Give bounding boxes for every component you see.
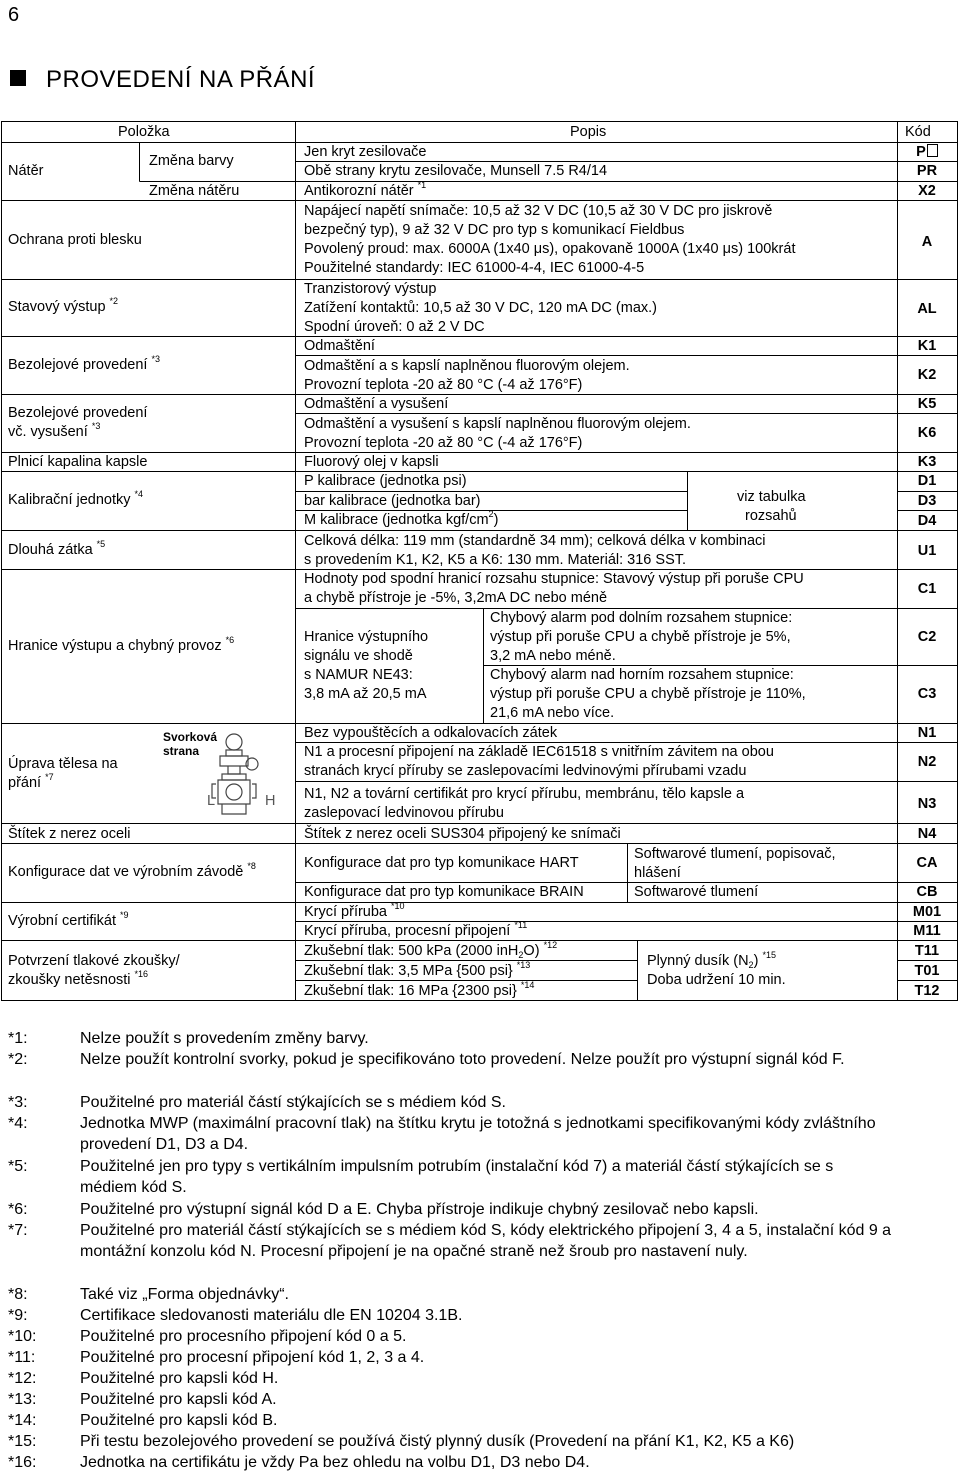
- footnote-key: *16:: [8, 1454, 37, 1471]
- svorkova-label-2: strana: [163, 744, 200, 758]
- row-label-stavovy-text: Stavový výstup: [8, 299, 106, 315]
- desc-dusik-end: ): [753, 953, 759, 969]
- desc-kalib-m-end: ): [493, 512, 499, 528]
- row-label-potvrzeni-2: [8, 971, 148, 989]
- desc-blesk-4: Použitelné standardy: IEC 61000-4-4, IEC 61000-4-5: [304, 260, 645, 276]
- desc-alarm-hor-1: Chybový alarm nad horním rozsahem stupnice:: [490, 667, 794, 683]
- footnote-key: *10:: [8, 1328, 37, 1345]
- row-label-bezolej2-2: [8, 423, 100, 441]
- desc-kalib-m-text: M kalibrace (jednotka kgf/cm: [304, 512, 489, 528]
- footnote-ref: *4: [134, 489, 144, 499]
- desc-stitek: Štítek z nerez oceli SUS304 připojený ke snímači: [304, 826, 621, 842]
- footnote-text: Nelze použít s provedením změny barvy.: [80, 1030, 369, 1047]
- row-label-vyrobni-text: Výrobní certifikát: [8, 913, 116, 929]
- desc-konfig-hart-r1: Softwarové tlumení, popisovač,: [634, 846, 836, 862]
- row-label-kalib: [8, 491, 143, 509]
- footnote-key: *5:: [8, 1158, 28, 1175]
- code-n2: N2: [917, 754, 937, 770]
- viz-tabulka-1: viz tabulka: [737, 489, 806, 505]
- row-label-zmena-natru: Změna nátěru: [149, 183, 240, 199]
- footnote-key: *6:: [8, 1201, 28, 1218]
- desc-kryci: [304, 903, 405, 921]
- code-ca: CA: [916, 855, 938, 871]
- footnote-text: Použitelné pro materiál částí stýkajících se s médiem kód S, kódy elektrického připojení 3, 4 a 5, instalační kód 9 a montážní konzolu kód N. Procesní připojení je na opačné straně než šroub pro nastavení nuly.: [80, 1222, 892, 1260]
- footnote-text: Certifikace sledovanosti materiálu dle EN 10204 3.1B.: [80, 1307, 463, 1324]
- footnote-key: *2:: [8, 1051, 28, 1068]
- drawing-label-l: L: [207, 793, 216, 809]
- row-label-plnici: Plnicí kapalina kapsle: [8, 454, 148, 470]
- footnote-ref: *1: [417, 180, 427, 190]
- footnote-ref: *13: [516, 960, 531, 970]
- footnote-key: *13:: [8, 1391, 37, 1408]
- page-number: 6: [8, 4, 20, 26]
- desc-doba: Doba udržení 10 min.: [647, 972, 786, 988]
- desc-zk1-text: Zkušební tlak: 500 kPa (2000 inH: [304, 943, 519, 959]
- subscript: 2: [748, 960, 754, 970]
- footnote-text: Použitelné pro kapsli kód A.: [80, 1391, 277, 1408]
- row-label-potvrzeni-1: Potvrzení tlakové zkoušky/: [8, 953, 180, 969]
- footnote-text: Použitelné pro materiál částí stýkajících se s médiem kód S.: [80, 1094, 506, 1111]
- viz-tabulka-2: rozsahů: [745, 508, 797, 524]
- desc-dusik-text: Plynný dusík (N: [647, 953, 749, 969]
- code-k1: K1: [917, 338, 937, 354]
- code-c1: C1: [917, 581, 937, 597]
- row-label-stitek: Štítek z nerez oceli: [8, 826, 131, 842]
- footnote-key: *12:: [8, 1370, 37, 1387]
- row-label-kalib-text: Kalibrační jednotky: [8, 492, 131, 508]
- desc-alarm-dol-3: 3,2 mA nebo méně.: [490, 648, 616, 664]
- row-label-stavovy: [8, 298, 118, 316]
- footnote-key: *9:: [8, 1307, 28, 1324]
- code-k6: K6: [917, 425, 937, 441]
- row-label-bezolej2-2-text: vč. vysušení: [8, 424, 88, 440]
- section-title-text: PROVEDENÍ NA PŘÁNÍ: [46, 66, 316, 93]
- desc-zk3-text: Zkušební tlak: 16 MPa {2300 psi}: [304, 983, 517, 999]
- footnote-ref: *9: [120, 910, 129, 920]
- desc-zk2: [304, 962, 530, 980]
- desc-hvs-3: s NAMUR NE43:: [304, 667, 413, 683]
- row-label-potvrzeni-2-text: zkoušky netěsnosti: [8, 972, 131, 988]
- desc-kalib-p: P kalibrace (jednotka psi): [304, 473, 467, 489]
- footnote-text: Při testu bezolejového provedení se používá čistý plynný dusík (Provedení na přání K1, K2, K5 a K6): [80, 1433, 795, 1450]
- code-d4: D4: [917, 513, 937, 529]
- code-u1: U1: [917, 543, 937, 559]
- code-t01: T01: [914, 963, 940, 979]
- desc-konfig-hart: Konfigurace dat pro typ komunikace HART: [304, 855, 579, 871]
- row-label-uprava-1: Úprava tělesa na: [8, 756, 118, 772]
- footnote-key: *3:: [8, 1094, 28, 1111]
- desc-obe-strany: Obě strany krytu zesilovače, Munsell 7.5 R4/14: [304, 163, 608, 179]
- desc-alarm-hor-2: výstup při poruše CPU a chybě přístroje je 110%,: [490, 686, 806, 702]
- row-label-bezolej: [8, 356, 160, 374]
- footnote-text: Použitelné pro procesní připojení kód 1, 2, 3 a 4.: [80, 1349, 425, 1366]
- drawing-label-h: H: [265, 793, 276, 809]
- code-k5: K5: [917, 396, 937, 412]
- desc-hodnoty-1: Hodnoty pod spodní hranicí rozsahu stupnice: Stavový výstup při poruše CPU: [304, 571, 804, 587]
- desc-odm-vysus: Odmaštění a vysušení: [304, 396, 449, 412]
- code-p: [897, 143, 957, 161]
- desc-konfig-hart-r2: hlášení: [634, 865, 681, 881]
- desc-zatka-2: s provedením K1, K2, K5 a K6: 130 mm. Materiál: 316 SST.: [304, 552, 687, 568]
- footnote-text: Jednotka MWP (maximální pracovní tlak) na štítku krytu je totožná s jednotkami specifikovanými kódy zvláštního provedení D1, D3 a D4.: [80, 1115, 876, 1153]
- desc-zk1: [304, 942, 557, 960]
- desc-zk3: [304, 982, 534, 1000]
- footnote-ref: *3: [151, 354, 161, 364]
- desc-dusik: [647, 952, 776, 970]
- code-al: AL: [917, 301, 937, 317]
- desc-odm-vysus-kapsle: Odmaštění a vysušení s kapslí naplněnou fluorovým olejem.: [304, 416, 691, 432]
- code-a: A: [921, 234, 933, 250]
- desc-fluor: Fluorový olej v kapsli: [304, 454, 439, 470]
- row-label-zatka-text: Dlouhá zátka: [8, 542, 93, 558]
- footnote-key: *11:: [8, 1349, 36, 1366]
- desc-n2-1: N1 a procesní připojení na základě IEC61518 s vnitřním závitem na obou: [304, 744, 774, 760]
- desc-blesk-3: Povolený proud: max. 6000A (1x40 μs), opakovaně 1000A (1x40 μs) 100krát: [304, 241, 796, 257]
- row-label-zatka: [8, 541, 105, 559]
- code-d1: D1: [917, 473, 937, 489]
- code-d3: D3: [917, 493, 937, 509]
- code-m01: M01: [912, 904, 942, 920]
- row-label-bezolej2-1: Bezolejové provedení: [8, 405, 148, 421]
- row-label-hranice-text: Hranice výstupu a chybný provoz: [8, 638, 222, 654]
- desc-hvs-4: 3,8 mA až 20,5 mA: [304, 686, 427, 702]
- desc-n3-2: zaslepovací ledvinovou přírubu: [304, 805, 504, 821]
- header-code: Kód: [905, 124, 931, 140]
- desc-odmasteni: Odmaštění: [304, 338, 375, 354]
- footnote-ref: *10: [391, 901, 405, 911]
- svorkova-label-1: Svorková: [163, 730, 218, 744]
- desc-antikor-text: Antikorozní nátěr: [304, 183, 414, 199]
- code-n4: N4: [917, 826, 937, 842]
- code-cb: CB: [916, 884, 938, 900]
- code-p-text: P: [916, 144, 926, 160]
- footnote-key: *15:: [8, 1433, 37, 1450]
- desc-n2-2: stranách krycí příruby se zaslepovacími ledvinovými přírubami vzadu: [304, 763, 747, 779]
- code-x2: X2: [918, 183, 936, 199]
- footnote-text: Použitelné pro procesního připojení kód 0 a 5.: [80, 1328, 407, 1345]
- footnote-ref: *7: [45, 772, 54, 782]
- footnote-ref: *2: [109, 296, 119, 306]
- code-m11: M11: [913, 923, 941, 939]
- code-n3: N3: [917, 796, 937, 812]
- code-t12: T12: [914, 983, 940, 999]
- footnote-key: *14:: [8, 1412, 37, 1429]
- footnote-ref: *3: [91, 421, 101, 431]
- desc-zatka-1: Celková délka: 119 mm (standardně 34 mm); celková délka v kombinaci: [304, 533, 766, 549]
- desc-zk1-end: O): [523, 943, 540, 959]
- desc-odm-kapsle: Odmaštění a s kapslí naplněnou fluorovým olejem.: [304, 358, 630, 374]
- row-label-vyrobni: [8, 912, 129, 930]
- footnote-ref: *5: [96, 539, 106, 549]
- row-label-uprava-2-text: přání: [8, 775, 42, 791]
- placeholder-box-icon: [927, 144, 938, 157]
- footnote-ref: *14: [520, 980, 535, 990]
- footnote-key: *1:: [8, 1030, 28, 1047]
- header-item: Položka: [118, 124, 170, 140]
- desc-stavovy-1: Tranzistorový výstup: [304, 281, 437, 297]
- desc-zk2-text: Zkušební tlak: 3,5 MPa {500 psi}: [304, 963, 513, 979]
- desc-kalib-m: [304, 511, 498, 529]
- footnote-ref: *6: [225, 635, 235, 645]
- desc-kryci-proc-text: Krycí příruba, procesní připojení: [304, 923, 511, 939]
- desc-hvs-1: Hranice výstupního: [304, 629, 429, 645]
- footnote-key: *8:: [8, 1286, 28, 1303]
- footnote-text: Použitelné pro výstupní signál kód D a E. Chyba přístroje indikuje chybný zesilovač nebo kapsli.: [80, 1201, 759, 1218]
- footnote-ref: *8: [247, 861, 256, 871]
- superscript: 2: [488, 509, 494, 519]
- code-k2: K2: [917, 367, 937, 383]
- desc-stavovy-2: Zatížení kontaktů: 10,5 až 30 V DC, 120 mA DC (max.): [304, 300, 657, 316]
- desc-bez-vyp: Bez vypouštěcích a odkalovacích zátek: [304, 725, 558, 741]
- desc-stavovy-3: Spodní úroveň: 0 až 2 V DC: [304, 319, 485, 335]
- row-label-blesk: Ochrana proti blesku: [8, 232, 142, 248]
- footnote-key: *7:: [8, 1222, 28, 1239]
- desc-hvs-2: signálu ve shodě: [304, 648, 413, 664]
- desc-konfig-brain: Konfigurace dat pro typ komunikace BRAIN: [304, 884, 584, 900]
- code-t11: T11: [914, 943, 940, 959]
- footnote-text: Použitelné jen pro typy s vertikálním impulsním potrubím (instalační kód 7) a materiál částí stýkajících se s médiem kód S.: [80, 1158, 834, 1196]
- subscript: 2: [518, 950, 524, 960]
- desc-kryci-text: Krycí příruba: [304, 904, 387, 920]
- footnote-ref: *16: [134, 969, 149, 979]
- desc-konfig-brain-r: Softwarové tlumení: [634, 884, 759, 900]
- desc-alarm-dol-1: Chybový alarm pod dolním rozsahem stupnice:: [490, 610, 793, 626]
- code-c3: C3: [917, 686, 937, 702]
- footnote-text: Použitelné pro kapsli kód B.: [80, 1412, 278, 1429]
- row-label-zmena-barvy: Změna barvy: [149, 153, 234, 169]
- row-label-hranice: [8, 637, 234, 655]
- desc-blesk-1: Napájecí napětí snímače: 10,5 až 32 V DC (10,5 až 30 V DC pro jiskrově: [304, 203, 773, 219]
- desc-provozni-2: Provozní teplota -20 až 80 °C (-4 až 176°F): [304, 435, 583, 451]
- footnote-text: Použitelné pro kapsli kód H.: [80, 1370, 279, 1387]
- row-label-bezolej-text: Bezolejové provedení: [8, 357, 148, 373]
- desc-kryci-proc: [304, 922, 527, 940]
- footnote-text: Také viz „Forma objednávky“.: [80, 1286, 289, 1303]
- desc-alarm-dol-2: výstup při poruše CPU a chybě přístroje je 5%,: [490, 629, 791, 645]
- desc-provozni: Provozní teplota -20 až 80 °C (-4 až 176°F): [304, 377, 583, 393]
- row-label-uprava-2: [8, 774, 54, 792]
- desc-blesk-2: bezpečný typ), 9 až 32 V DC pro typ s komunikací Fieldbus: [304, 222, 685, 238]
- row-label-konfig-text: Konfigurace dat ve výrobním závodě: [8, 864, 244, 880]
- footnote-ref: *12: [543, 940, 558, 950]
- header-description: Popis: [570, 124, 607, 140]
- row-label-natr: Nátěr: [8, 163, 44, 179]
- footnote-ref: *11: [514, 920, 528, 930]
- code-n1: N1: [917, 725, 937, 741]
- desc-antikor: [304, 182, 426, 200]
- footnote-key: *4:: [8, 1115, 28, 1132]
- footnote-text: Nelze použít kontrolní svorky, pokud je specifikováno toto provedení. Nelze použít pro výstupní signál kód F.: [80, 1051, 845, 1068]
- desc-n3-1: N1, N2 a tovární certifikát pro krycí přírubu, membránu, tělo kapsle a: [304, 786, 745, 802]
- desc-kalib-bar: bar kalibrace (jednotka bar): [304, 493, 481, 509]
- row-label-konfig: [8, 863, 256, 881]
- code-k3: K3: [917, 454, 937, 470]
- desc-alarm-hor-3: 21,6 mA nebo více.: [490, 705, 615, 721]
- footnote-ref: *15: [762, 950, 776, 960]
- footnote-text: Jednotka na certifikátu je vždy Pa bez ohledu na volbu D1, D3 nebo D4.: [80, 1454, 590, 1471]
- desc-kryt: Jen kryt zesilovače: [304, 144, 427, 160]
- desc-hodnoty-2: a chybě přístroje je -5%, 3,2mA DC nebo méně: [304, 590, 608, 606]
- code-c2: C2: [917, 629, 937, 645]
- code-pr: PR: [916, 163, 938, 179]
